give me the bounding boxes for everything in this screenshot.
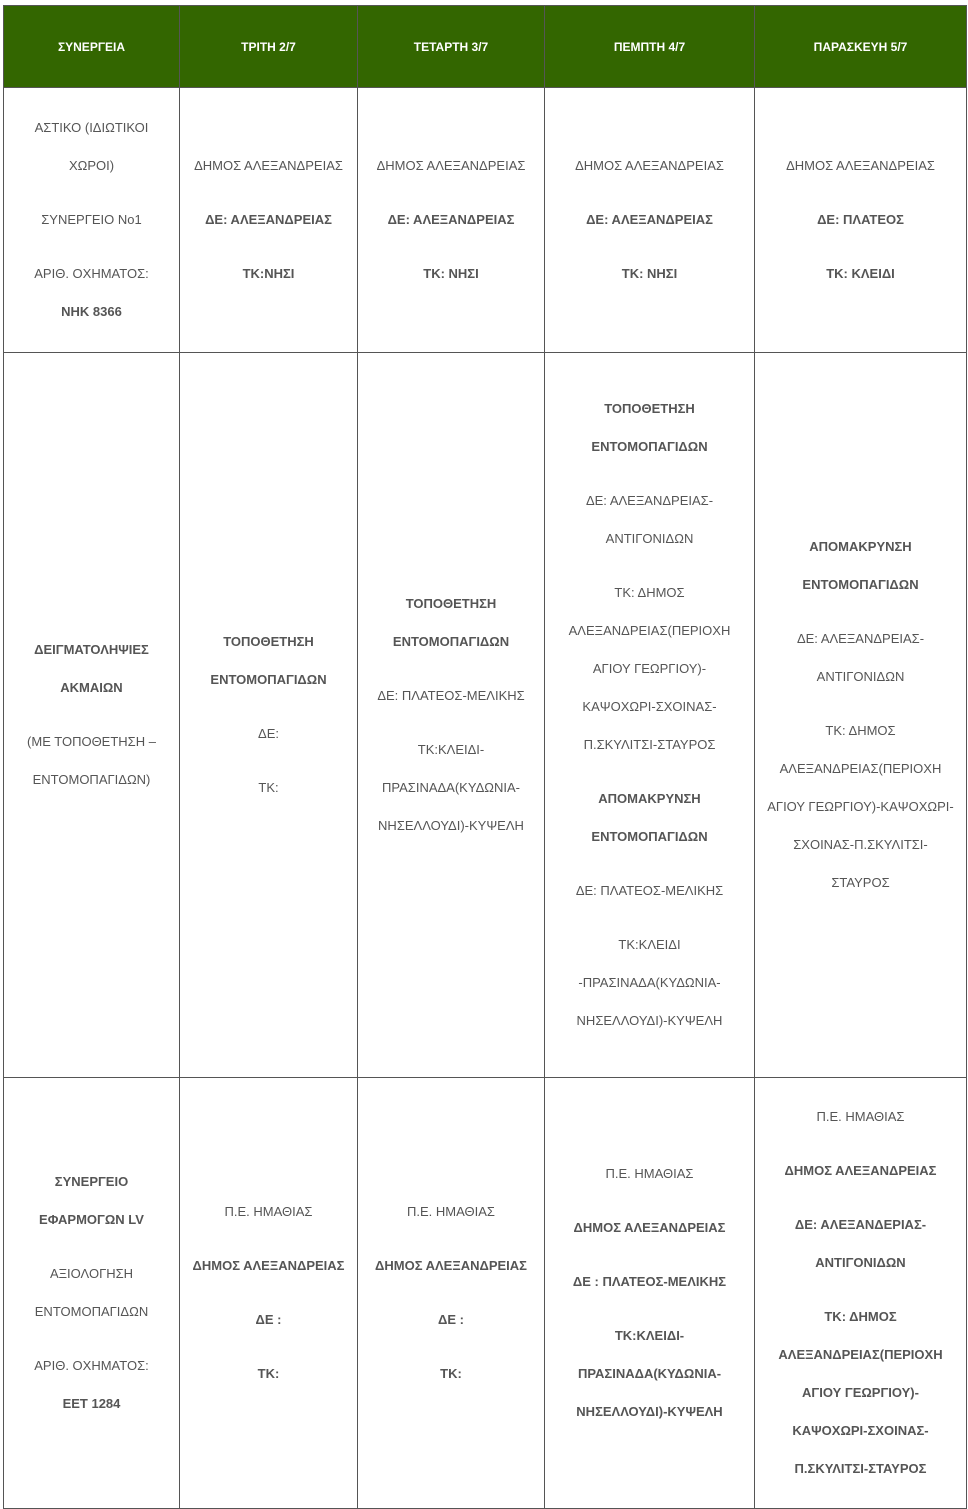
- crew-description: ΑΣΤΙΚΟ (ΙΔΙΩΤΙΚΟΙ ΧΩΡΟΙ): [34, 120, 149, 173]
- table-header: [4, 6, 967, 88]
- region: Π.Ε. ΗΜΑΘΙΑΣ: [605, 1166, 694, 1181]
- cell-tue: [180, 88, 358, 353]
- header-thursday: ΠΕΜΠΤΗ 4/7: [545, 6, 755, 88]
- region: Π.Ε. ΗΜΑΘΙΑΣ: [816, 1109, 905, 1124]
- crew-note: (ΜΕ ΤΟΠΟΘΕΤΗΣΗ –ΕΝΤΟΜΟΠΑΓΙΔΩΝ): [27, 734, 156, 787]
- municipality: ΔΗΜΟΣ ΑΛΕΞΑΝΔΡΕΙΑΣ: [575, 158, 724, 173]
- local-community: ΤΚ: ΔΗΜΟΣ ΑΛΕΞΑΝΔΡΕΙΑΣ(ΠΕΡΙΟΧΗ ΑΓΙΟΥ ΓΕΩΡΓΙΟΥ)-ΚΑΨΟΧΩΡΙ-ΣΧΟΙΝΑΣ-Π.ΣΚΥΛΙΤΣΙ-ΣΤΑΥΡΟΣ: [778, 1309, 943, 1476]
- cell-crew-lv: [4, 1078, 180, 1509]
- action-removal: ΑΠΟΜΑΚΡΥΝΣΗ ΕΝΤΟΜΟΠΑΓΙΔΩΝ: [591, 791, 708, 844]
- local-community: ΤΚ: ΔΗΜΟΣ ΑΛΕΞΑΝΔΡΕΙΑΣ(ΠΕΡΙΟΧΗ ΑΓΙΟΥ ΓΕΩΡΓΙΟΥ)-ΚΑΨΟΧΩΡΙ-ΣΧΟΙΝΑΣ-Π.ΣΚΥΛΙΤΣΙ-ΣΤΑΥΡΟΣ: [767, 723, 954, 890]
- municipal-unit: ΔΕ: ΑΛΕΞΑΝΔΡΕΙΑΣ: [205, 212, 332, 227]
- table-row: [4, 1078, 967, 1509]
- header-row: [4, 6, 967, 88]
- local-community: ΤΚ: ΝΗΣΙ: [621, 266, 678, 281]
- crew-name: ΣΥΝΕΡΓΕΙΟ Νο1: [41, 212, 142, 227]
- municipal-unit: ΔΕ: ΑΛΕΞΑΝΔΕΡΙΑΣ-ΑΝΤΙΓΟΝΙΔΩΝ: [794, 1217, 927, 1270]
- schedule-table: [3, 5, 967, 1509]
- vehicle-label: ΑΡΙΘ. ΟΧΗΜΑΤΟΣ:: [34, 1358, 149, 1373]
- action: ΤΟΠΟΘΕΤΗΣΗ ΕΝΤΟΜΟΠΑΓΙΔΩΝ: [392, 596, 510, 649]
- municipal-unit: ΔΕ : ΠΛΑΤΕΟΣ-ΜΕΛΙΚΗΣ: [572, 1274, 727, 1289]
- cell-thu: [545, 353, 755, 1078]
- region: Π.Ε. ΗΜΑΘΙΑΣ: [407, 1204, 495, 1219]
- local-community: ΤΚ:: [258, 780, 279, 795]
- municipal-unit: ΔΕ :: [255, 1312, 282, 1327]
- municipality: ΔΗΜΟΣ ΑΛΕΞΑΝΔΡΕΙΑΣ: [375, 1258, 527, 1273]
- cell-crew-sampling: [4, 353, 180, 1078]
- action: ΑΠΟΜΑΚΡΥΝΣΗ ΕΝΤΟΜΟΠΑΓΙΔΩΝ: [802, 539, 919, 592]
- crew-title: ΔΕΙΓΜΑΤΟΛΗΨΙΕΣ ΑΚΜΑΙΩΝ: [34, 642, 149, 695]
- municipality: ΔΗΜΟΣ ΑΛΕΞΑΝΔΡΕΙΑΣ: [784, 1163, 937, 1178]
- crew-task: ΑΞΙΟΛΟΓΗΣΗ ΕΝΤΟΜΟΠΑΓΙΔΩΝ: [34, 1266, 149, 1319]
- cell-crew-urban: [4, 88, 180, 353]
- municipality: ΔΗΜΟΣ ΑΛΕΞΑΝΔΡΕΙΑΣ: [376, 158, 526, 173]
- cell-tue: [180, 353, 358, 1078]
- municipal-unit: ΔΕ: ΠΛΑΤΕΟΣ: [817, 212, 904, 227]
- local-community: ΤΚ:: [440, 1366, 462, 1381]
- municipality: ΔΗΜΟΣ ΑΛΕΞΑΝΔΡΕΙΑΣ: [786, 158, 935, 173]
- action-placement: ΤΟΠΟΘΕΤΗΣΗ ΕΝΤΟΜΟΠΑΓΙΔΩΝ: [591, 401, 708, 454]
- header-wednesday: ΤΕΤΑΡΤΗ 3/7: [358, 6, 545, 88]
- vehicle-label: ΑΡΙΘ. ΟΧΗΜΑΤΟΣ:: [34, 266, 149, 281]
- municipal-unit: ΔΕ: ΑΛΕΞΑΝΔΡΕΙΑΣ: [387, 212, 515, 227]
- local-community: ΤΚ:ΝΗΣΙ: [242, 266, 295, 281]
- action: ΤΟΠΟΘΕΤΗΣΗ ΕΝΤΟΜΟΠΑΓΙΔΩΝ: [210, 634, 327, 687]
- municipal-unit: ΔΕ: ΑΛΕΞΑΝΔΡΕΙΑΣ-ΑΝΤΙΓΟΝΙΔΩΝ: [796, 631, 925, 684]
- header-friday: ΠΑΡΑΣΚΕΥΗ 5/7: [755, 6, 967, 88]
- local-community: ΤΚ: ΝΗΣΙ: [423, 266, 479, 281]
- municipality: ΔΗΜΟΣ ΑΛΕΞΑΝΔΡΕΙΑΣ: [573, 1220, 726, 1235]
- cell-tue: [180, 1078, 358, 1509]
- municipal-unit: ΔΕ: ΑΛΕΞΑΝΔΡΕΙΑΣ: [586, 212, 713, 227]
- cell-thu: [545, 1078, 755, 1509]
- municipal-unit: ΔΕ:: [258, 726, 279, 741]
- local-community: ΤΚ:ΚΛΕΙΔΙ-ΠΡΑΣΙΝΑΔΑ(ΚΥΔΩΝΙΑ-ΝΗΣΕΛΛΟΥΔΙ)-ΚΥΨΕΛΗ: [576, 1328, 723, 1419]
- cell-fri: [755, 88, 967, 353]
- local-community-placement: ΤΚ: ΔΗΜΟΣ ΑΛΕΞΑΝΔΡΕΙΑΣ(ΠΕΡΙΟΧΗ ΑΓΙΟΥ ΓΕΩΡΓΙΟΥ)-ΚΑΨΟΧΩΡΙ-ΣΧΟΙΝΑΣ-Π.ΣΚΥΛΙΤΣΙ-ΣΤΑΥΡΟΣ: [568, 585, 731, 752]
- cell-wed: [358, 353, 545, 1078]
- municipal-unit-removal: ΔΕ: ΠΛΑΤΕΟΣ-ΜΕΛΙΚΗΣ: [575, 883, 724, 898]
- municipal-unit: ΔΕ: ΠΛΑΤΕΟΣ-ΜΕΛΙΚΗΣ: [377, 688, 525, 703]
- vehicle-info: [16, 255, 167, 331]
- vehicle-plate: ΕΕΤ 1284: [62, 1396, 121, 1411]
- municipal-unit-placement: ΔΕ: ΑΛΕΞΑΝΔΡΕΙΑΣ-ΑΝΤΙΓΟΝΙΔΩΝ: [585, 493, 714, 546]
- local-community-removal: ΤΚ:ΚΛΕΙΔΙ -ΠΡΑΣΙΝΑΔΑ(ΚΥΔΩΝΙΑ-ΝΗΣΕΛΛΟΥΔΙ)-ΚΥΨΕΛΗ: [576, 937, 723, 1028]
- cell-wed: [358, 88, 545, 353]
- vehicle-info: [16, 1347, 167, 1423]
- table-row: [4, 353, 967, 1078]
- cell-wed: [358, 1078, 545, 1509]
- header-crew: ΣΥΝΕΡΓΕΙΑ: [4, 6, 180, 88]
- cell-thu: [545, 88, 755, 353]
- table-row: [4, 88, 967, 353]
- municipality: ΔΗΜΟΣ ΑΛΕΞΑΝΔΡΕΙΑΣ: [192, 1258, 345, 1273]
- cell-fri: [755, 353, 967, 1078]
- municipality: ΔΗΜΟΣ ΑΛΕΞΑΝΔΡΕΙΑΣ: [194, 158, 343, 173]
- header-tuesday: ΤΡΙΤΗ 2/7: [180, 6, 358, 88]
- cell-fri: [755, 1078, 967, 1509]
- municipal-unit: ΔΕ :: [438, 1312, 464, 1327]
- crew-title: ΣΥΝΕΡΓΕΙΟ ΕΦΑΡΜΟΓΩΝ LV: [39, 1174, 144, 1227]
- local-community: ΤΚ: ΚΛΕΙΔΙ: [826, 266, 895, 281]
- local-community: ΤΚ:ΚΛΕΙΔΙ-ΠΡΑΣΙΝΑΔΑ(ΚΥΔΩΝΙΑ-ΝΗΣΕΛΛΟΥΔΙ)-ΚΥΨΕΛΗ: [378, 742, 524, 833]
- region: Π.Ε. ΗΜΑΘΙΑΣ: [224, 1204, 313, 1219]
- local-community: ΤΚ:: [257, 1366, 280, 1381]
- vehicle-plate: ΝΗΚ 8366: [61, 304, 122, 319]
